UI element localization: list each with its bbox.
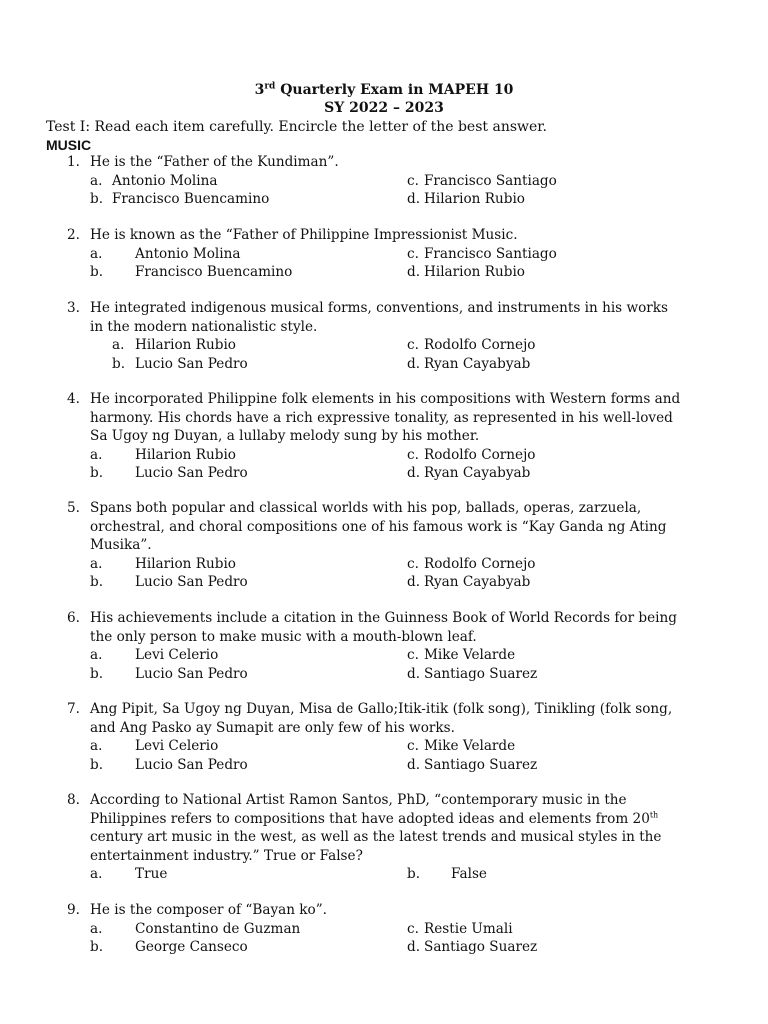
option-a-letter[interactable]: a.	[90, 647, 103, 663]
option-b-letter[interactable]: b.	[112, 355, 126, 372]
option-b-text: Lucio San Pedro	[135, 574, 248, 590]
question-number: 4.	[67, 391, 80, 407]
option-c-letter[interactable]: c.	[407, 337, 419, 353]
option-b-letter[interactable]: b.	[90, 191, 104, 207]
option-a-text: Levi Celerio	[135, 738, 219, 754]
option-a-letter[interactable]: a.	[90, 245, 103, 262]
option-d-text: Ryan Cayabyab	[424, 355, 531, 372]
option-d-letter[interactable]: d.	[407, 355, 421, 372]
answer-options	[0, 172, 768, 209]
option-a-letter[interactable]: a.	[90, 738, 103, 754]
question-number: 9.	[67, 902, 80, 918]
question-text: He is the “Father of the Kundiman”.	[90, 154, 339, 170]
question-text: He is known as the “Father of Philippine Impressionist Music.	[90, 227, 518, 243]
option-b-text: Francisco Buencamino	[112, 191, 270, 207]
option-b-text: Lucio San Pedro	[135, 756, 248, 773]
option-c-letter[interactable]: c.	[407, 738, 419, 754]
option-b-text: Lucio San Pedro	[135, 665, 248, 682]
answer-options	[0, 336, 768, 373]
option-c-text: Rodolfo Cornejo	[424, 446, 536, 463]
option-c-letter[interactable]: c.	[407, 647, 419, 663]
option-c-letter[interactable]: c.	[407, 245, 419, 262]
option-b-text: Francisco Buencamino	[135, 264, 293, 280]
answer-options	[0, 865, 768, 884]
option-a-text: Antonio Molina	[112, 172, 218, 189]
answer-options	[0, 646, 768, 683]
option-d-text: Santiago Suarez	[424, 756, 538, 773]
option-a-text: Antonio Molina	[135, 245, 241, 262]
option-a-letter[interactable]: a.	[90, 172, 103, 189]
option-b-text: False	[451, 866, 487, 882]
question-number: 6.	[67, 610, 80, 626]
option-d-letter[interactable]: d.	[407, 939, 421, 955]
option-d-letter[interactable]: d.	[407, 465, 421, 481]
question-text: Ang Pipit, Sa Ugoy ng Duyan, Misa de Gallo;Itik-itik (folk song), Tinikling (folk song, and Ang Pasko ay Sumapit are only few of his works.	[90, 701, 673, 736]
question-text: Spans both popular and classical worlds with his pop, ballads, operas, zarzuela, orchestral, and choral compositions one of his famous work is “Kay Ganda ng Ating Musika”.	[90, 500, 667, 553]
option-a-text: Hilarion Rubio	[135, 337, 236, 353]
option-b-letter[interactable]: b.	[407, 866, 421, 882]
option-c-letter[interactable]: c.	[407, 555, 419, 572]
option-c-text: Rodolfo Cornejo	[424, 337, 536, 353]
option-a-letter[interactable]: a.	[90, 446, 103, 463]
option-c-letter[interactable]: c.	[407, 446, 419, 463]
option-d-text: Hilarion Rubio	[424, 264, 525, 280]
option-c-text: Mike Velarde	[424, 738, 516, 754]
option-a-text: Constantino de Guzman	[135, 920, 301, 937]
option-c-letter[interactable]: c.	[407, 920, 419, 937]
question-number: 1.	[67, 154, 80, 170]
school-year: SY 2022 – 2023	[324, 100, 444, 116]
option-c-text: Restie Umali	[424, 920, 513, 937]
option-a-text: Hilarion Rubio	[135, 446, 236, 463]
option-d-text: Ryan Cayabyab	[424, 465, 531, 481]
option-a-text: Hilarion Rubio	[135, 555, 236, 572]
question-number: 2.	[67, 227, 80, 243]
option-d-text: Hilarion Rubio	[424, 191, 525, 207]
option-d-letter[interactable]: d.	[407, 264, 421, 280]
option-d-letter[interactable]: d.	[407, 665, 421, 682]
option-d-letter[interactable]: d.	[407, 191, 421, 207]
question-text: He incorporated Philippine folk elements in his compositions with Western forms and harmony. His chords have a rich expressive tonality, as represented in his well-loved Sa Ugoy ng Duyan, a lullaby melody sung by his mother.	[90, 391, 681, 444]
option-d-text: Santiago Suarez	[424, 665, 538, 682]
section-heading-music: MUSIC	[46, 137, 92, 153]
answer-options	[0, 446, 768, 483]
option-b-letter[interactable]: b.	[90, 264, 104, 280]
question-text: According to National Artist Ramon Santos, PhD, “contemporary music in the Philippines refers to compositions that have adopted ideas and elements from 20th century art music in the west, as well as the latest trends and musical styles in the entertainment industry.” True or False?	[90, 792, 662, 864]
option-c-text: Francisco Santiago	[424, 245, 557, 262]
option-b-letter[interactable]: b.	[90, 465, 104, 481]
option-a-letter[interactable]: a.	[90, 555, 103, 572]
option-c-text: Rodolfo Cornejo	[424, 555, 536, 572]
question-number: 8.	[67, 792, 80, 808]
option-a-text: Levi Celerio	[135, 647, 219, 663]
option-b-letter[interactable]: b.	[90, 574, 104, 590]
exam-title: 3rd Quarterly Exam in MAPEH 10	[254, 81, 514, 98]
answer-options	[0, 920, 768, 957]
question-text: He is the composer of “Bayan ko”.	[90, 902, 327, 918]
option-a-letter[interactable]: a.	[112, 337, 125, 353]
question-number: 7.	[67, 701, 80, 717]
option-d-letter[interactable]: d.	[407, 756, 421, 773]
option-b-letter[interactable]: b.	[90, 665, 104, 682]
option-a-letter[interactable]: a.	[90, 920, 103, 937]
option-d-letter[interactable]: d.	[407, 574, 421, 590]
answer-options	[0, 245, 768, 282]
question-number: 5.	[67, 500, 80, 516]
question-text: He integrated indigenous musical forms, conventions, and instruments in his works in the modern nationalistic style.	[90, 300, 669, 335]
option-b-letter[interactable]: b.	[90, 756, 104, 773]
option-d-text: Ryan Cayabyab	[424, 574, 531, 590]
option-a-text: True	[135, 866, 168, 882]
option-d-text: Santiago Suarez	[424, 939, 538, 955]
test-instructions: Test I: Read each item carefully. Encircle the letter of the best answer.	[46, 119, 547, 135]
option-a-letter[interactable]: a.	[90, 866, 103, 882]
option-c-letter[interactable]: c.	[407, 172, 419, 189]
answer-options	[0, 555, 768, 592]
option-b-text: George Canseco	[135, 939, 248, 955]
option-c-text: Francisco Santiago	[424, 172, 557, 189]
option-b-text: Lucio San Pedro	[135, 465, 248, 481]
option-b-text: Lucio San Pedro	[135, 355, 248, 372]
option-b-letter[interactable]: b.	[90, 939, 104, 955]
answer-options	[0, 737, 768, 774]
option-c-text: Mike Velarde	[424, 647, 516, 663]
question-text: His achievements include a citation in the Guinness Book of World Records for being the only person to make music with a mouth-blown leaf.	[90, 610, 677, 645]
question-number: 3.	[67, 300, 80, 316]
